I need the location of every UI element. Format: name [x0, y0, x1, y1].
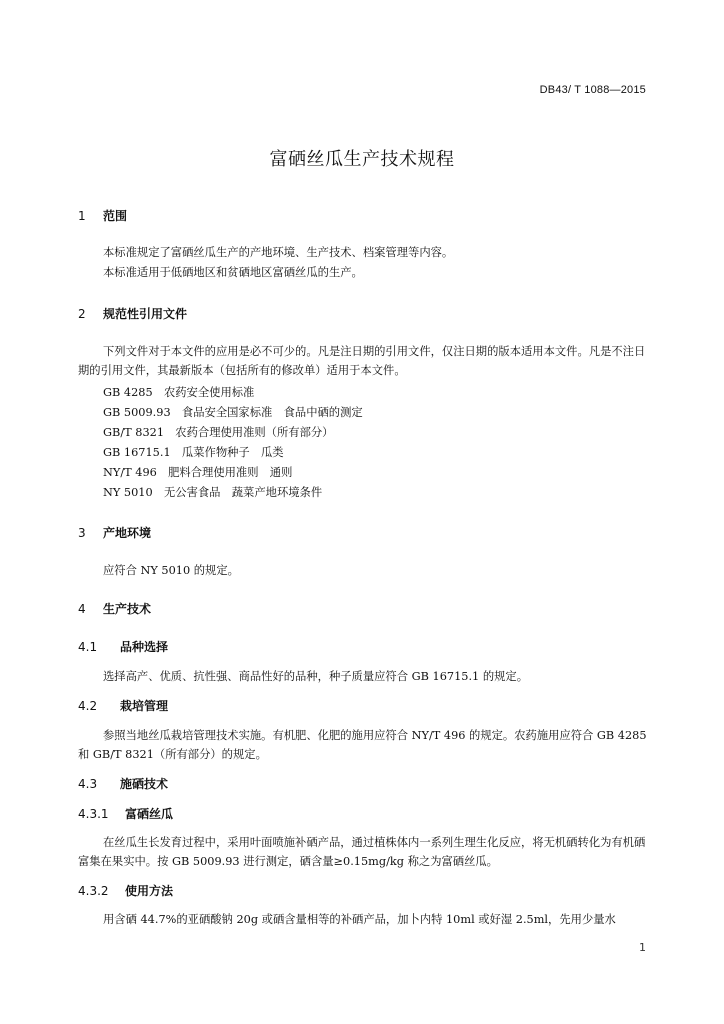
section-4-3-heading: [78, 775, 168, 792]
section-4-1-paragraph: 选择高产、优质、抗性强、商品性好的品种，种子质量应符合 GB 16715.1 的规定。: [103, 670, 529, 683]
section-number: 4.3.2: [78, 884, 109, 898]
section-1-paragraph-1: 本标准规定了富硒丝瓜生产的产地环境、生产技术、档案管理等内容。: [103, 246, 454, 259]
section-title: 施硒技术: [120, 777, 169, 791]
reference-item: GB 5009.93 食品安全国家标准 食品中硒的测定: [103, 406, 363, 419]
page-number: 1: [639, 941, 646, 954]
section-4-2-paragraph: 参照当地丝瓜栽培管理技术实施。有机肥、化肥的施用应符合 NY/T 496 的规定。农药施用应符合 GB 4285 和 GB/T 8321（所有部分）的规定。: [78, 729, 647, 761]
section-number: 4: [78, 602, 86, 616]
section-number: 2: [78, 307, 86, 321]
section-1-heading: [78, 207, 127, 224]
reference-item: NY 5010 无公害食品 蔬菜产地环境条件: [103, 486, 323, 499]
section-title: 品种选择: [120, 640, 169, 654]
section-title: 产地环境: [103, 526, 152, 540]
document-title: 富硒丝瓜生产技术规程: [269, 149, 455, 170]
section-number: 4.2: [78, 699, 98, 713]
section-4-1-heading: [78, 638, 168, 655]
section-4-heading: [78, 600, 151, 617]
reference-item: GB 16715.1 瓜菜作物种子 瓜类: [103, 446, 284, 459]
section-4-3-2-paragraph: 用含硒 44.7%的亚硒酸钠 20g 或硒含量相等的补硒产品，加卜内特 10ml 或好湿 2.5ml，先用少量水: [103, 913, 616, 926]
section-4-3-2-heading: [78, 882, 173, 899]
reference-item: GB 4285 农药安全使用标准: [103, 386, 255, 399]
section-number: 4.3: [78, 777, 98, 791]
section-title: 栽培管理: [120, 699, 169, 713]
section-title: 范围: [103, 209, 128, 223]
section-4-3-1-paragraph: 在丝瓜生长发育过程中，采用叶面喷施补硒产品，通过植株体内一系列生理生化反应，将无机硒转化为有机硒富集在果实中。按 GB 5009.93 进行测定，硒含量≥0.15mg/kg 称之为富硒丝瓜。: [78, 836, 646, 868]
section-1-paragraph-2: 本标准适用于低硒地区和贫硒地区富硒丝瓜的生产。: [103, 266, 363, 279]
section-number: 4.3.1: [78, 807, 109, 821]
section-3-heading: [78, 524, 151, 541]
section-2-heading: [78, 305, 187, 322]
section-4-3-1-heading: [78, 805, 173, 822]
section-3-paragraph-1: 应符合 NY 5010 的规定。: [103, 564, 239, 577]
reference-item: NY/T 496 肥料合理使用准则 通则: [103, 466, 293, 479]
section-number: 1: [78, 209, 86, 223]
section-title: 规范性引用文件: [103, 307, 188, 321]
reference-item: GB/T 8321 农药合理使用准则（所有部分）: [103, 426, 334, 439]
section-title: 富硒丝瓜: [125, 807, 174, 821]
section-title: 使用方法: [125, 884, 174, 898]
section-4-2-heading: [78, 697, 168, 714]
section-number: 3: [78, 526, 86, 540]
section-2-paragraph-1: 下列文件对于本文件的应用是必不可少的。凡是注日期的引用文件，仅注日期的版本适用本文件。凡是不注日期的引用文件，其最新版本（包括所有的修改单）适用于本文件。: [78, 345, 646, 377]
section-title: 生产技术: [103, 602, 152, 616]
section-number: 4.1: [78, 640, 98, 654]
standard-number: DB43/ T 1088—2015: [539, 84, 646, 96]
